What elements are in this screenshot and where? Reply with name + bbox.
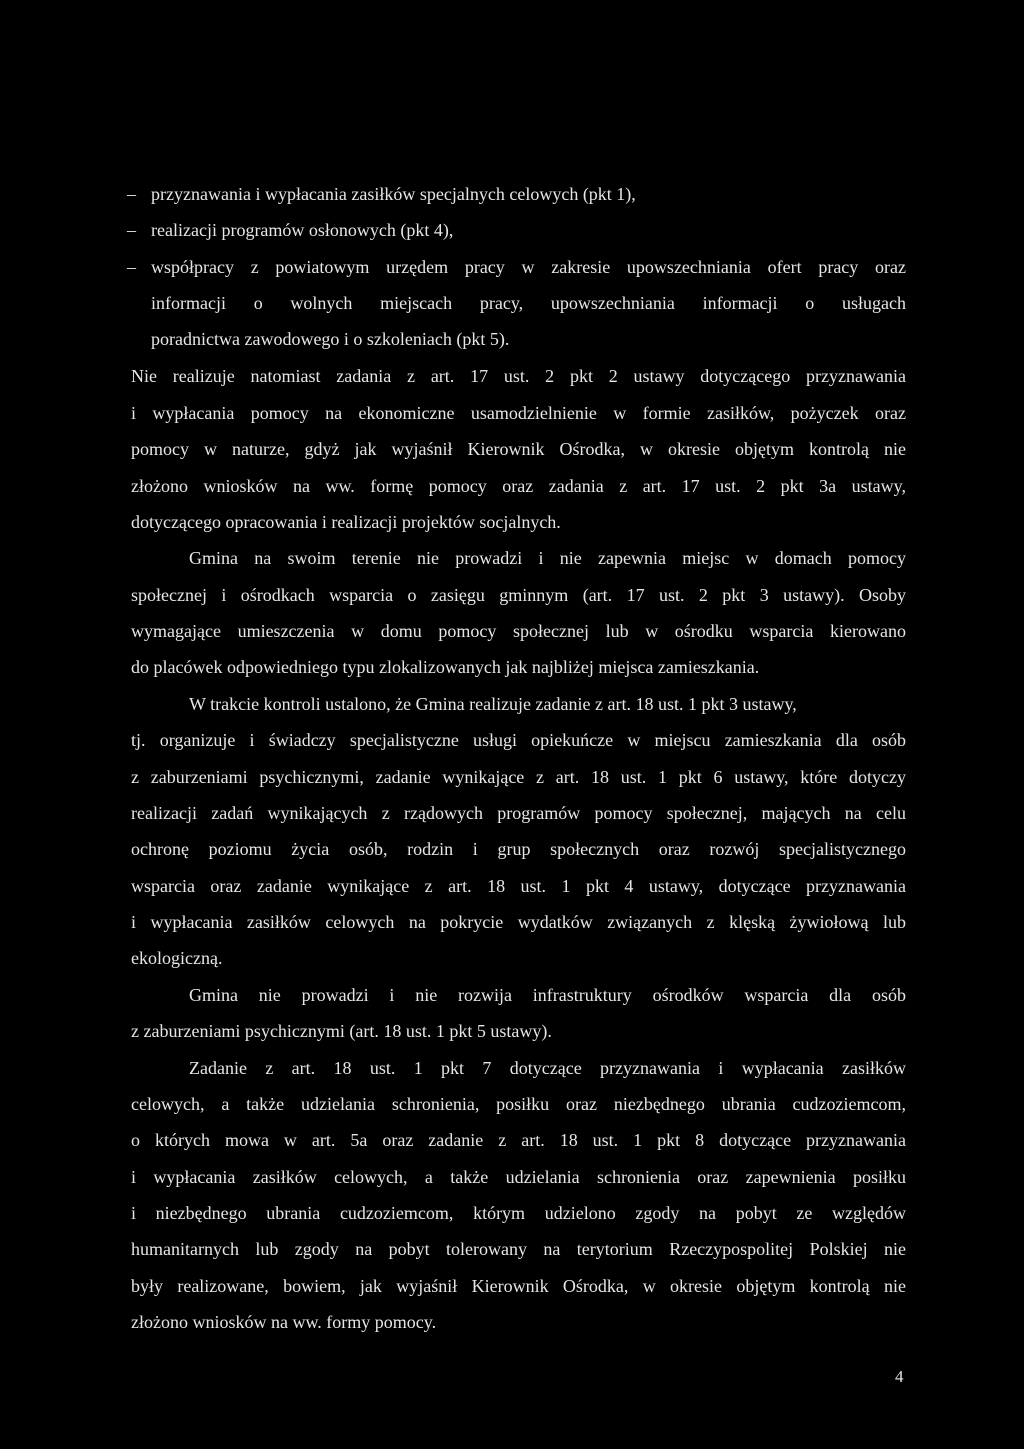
paragraph-line: i wypłacania zasiłków celowych, a także udzielania schronienia oraz zapewnienia posiłku — [131, 1167, 906, 1187]
paragraph-line: złożono wniosków na ww. formę pomocy oraz zadania z art. 17 ust. 2 pkt 3a ustawy, — [131, 476, 906, 496]
paragraph-line: złożono wniosków na ww. formy pomocy. — [131, 1312, 437, 1332]
paragraph-line: Nie realizuje natomiast zadania z art. 17 ust. 2 pkt 2 ustawy dotyczącego przyznawania — [131, 366, 906, 386]
paragraph-line: ochronę poziomu życia osób, rodzin i grup społecznych oraz rozwój specjalistycznego — [131, 839, 906, 859]
list-dash: – — [127, 257, 136, 277]
list-item-line: przyznawania i wypłacania zasiłków specjalnych celowych (pkt 1), — [151, 184, 636, 204]
paragraph-line: ekologiczną. — [131, 948, 223, 968]
paragraph-line: humanitarnych lub zgody na pobyt tolerowany na terytorium Rzeczypospolitej Polskiej nie — [131, 1239, 906, 1259]
paragraph-line: i niezbędnego ubrania cudzoziemcom, którym udzielono zgody na pobyt ze względów — [131, 1203, 906, 1223]
paragraph-line: Gmina na swoim terenie nie prowadzi i nie zapewnia miejsc w domach pomocy — [189, 548, 906, 568]
paragraph-line: Zadanie z art. 18 ust. 1 pkt 7 dotyczące przyznawania i wypłacania zasiłków — [189, 1058, 906, 1078]
list-dash: – — [127, 184, 136, 204]
paragraph-line: z zaburzeniami psychicznymi, zadanie wynikające z art. 18 ust. 1 pkt 6 ustawy, które dotyczy — [131, 767, 906, 787]
list-item-line: realizacji programów osłonowych (pkt 4), — [151, 220, 454, 240]
paragraph-line: W trakcie kontroli ustalono, że Gmina realizuje zadanie z art. 18 ust. 1 pkt 3 ustawy, — [189, 694, 797, 714]
list-item-line: informacji o wolnych miejscach pracy, upowszechniania informacji o usługach — [151, 293, 906, 313]
paragraph-line: pomocy w naturze, gdyż jak wyjaśnił Kierownik Ośrodka, w okresie objętym kontrolą nie — [131, 439, 906, 459]
paragraph-line: do placówek odpowiedniego typu zlokalizowanych jak najbliżej miejsca zamieszkania. — [131, 657, 760, 677]
paragraph-line: Gmina nie prowadzi i nie rozwija infrastruktury ośrodków wsparcia dla osób — [189, 985, 906, 1005]
paragraph-line: realizacji zadań wynikających z rządowych programów pomocy społecznej, mających na celu — [131, 803, 906, 823]
paragraph-line: dotyczącego opracowania i realizacji projektów socjalnych. — [131, 512, 561, 532]
paragraph-line: i wypłacania pomocy na ekonomiczne usamodzielnienie w formie zasiłków, pożyczek oraz — [131, 403, 906, 423]
list-item-line: współpracy z powiatowym urzędem pracy w zakresie upowszechniania ofert pracy oraz — [151, 257, 906, 277]
paragraph-line: tj. organizuje i świadczy specjalistyczne usługi opiekuńcze w miejscu zamieszkania dla osób — [131, 730, 906, 750]
paragraph-line: celowych, a także udzielania schronienia, posiłku oraz niezbędnego ubrania cudzoziemcom, — [131, 1094, 906, 1114]
paragraph-line: z zaburzeniami psychicznymi (art. 18 ust. 1 pkt 5 ustawy). — [131, 1021, 552, 1041]
paragraph-line: o których mowa w art. 5a oraz zadanie z art. 18 ust. 1 pkt 8 dotyczące przyznawania — [131, 1130, 906, 1150]
list-dash: – — [127, 220, 136, 240]
page-number: 4 — [895, 1367, 904, 1386]
paragraph-line: społecznej i ośrodkach wsparcia o zasięgu gminnym (art. 17 ust. 2 pkt 3 ustawy). Osoby — [131, 585, 906, 605]
paragraph-line: wymagające umieszczenia w domu pomocy społecznej lub w ośrodku wsparcia kierowano — [131, 621, 906, 641]
list-item-line: poradnictwa zawodowego i o szkoleniach (pkt 5). — [151, 329, 510, 349]
paragraph-line: wsparcia oraz zadanie wynikające z art. 18 ust. 1 pkt 4 ustawy, dotyczące przyznawania — [131, 876, 906, 896]
paragraph-line: były realizowane, bowiem, jak wyjaśnił Kierownik Ośrodka, w okresie objętym kontrolą nie — [131, 1276, 906, 1296]
paragraph-line: i wypłacania zasiłków celowych na pokrycie wydatków związanych z klęską żywiołową lub — [131, 912, 906, 932]
